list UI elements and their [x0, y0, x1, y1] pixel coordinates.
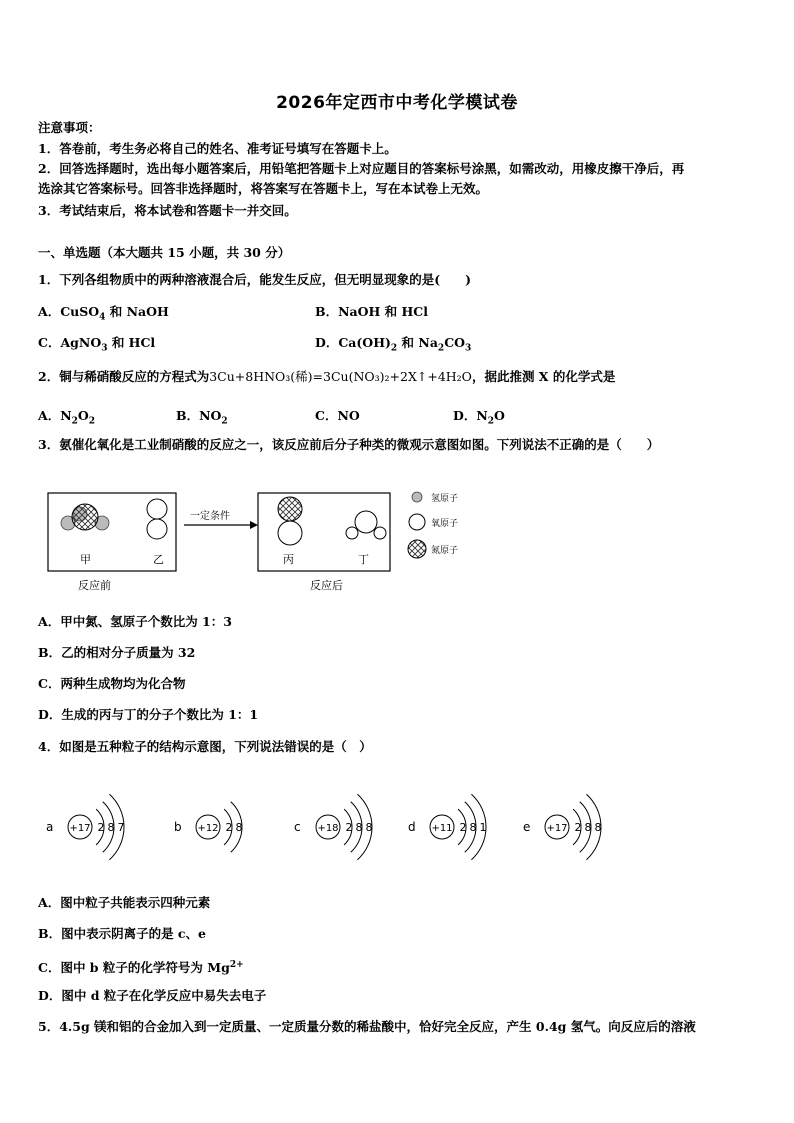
q4-option-b: B．图中表示阴离子的是 c、e [38, 926, 206, 941]
q1-option-c [38, 333, 155, 354]
notice-item-2-cont: 选涂其它答案标号。回答非选择题时，将答案写在答题卡上，写在本试卷上无效。 [38, 181, 489, 196]
q1-stem: 1．下列各组物质中的两种溶液混合后，能发生反应，但无明显现象的是( ) [38, 272, 472, 287]
notice-item-2: 2．回答选择题时，选出每小题答案后，用铅笔把答题卡上对应题目的答案标号涂黑，如需改动，用橡皮擦干净后，再 [38, 161, 685, 176]
q1-a-sub: 4 [99, 312, 106, 323]
label-before: 反应前 [78, 579, 111, 592]
atom-diagram-b [174, 802, 243, 853]
q2-option-a [38, 406, 95, 427]
nucleus-charge: +17 [546, 823, 568, 834]
q3-option-d: D．生成的丙与丁的分子个数比为 1：1 [38, 707, 259, 722]
q1-c-text2: 和 HCl [107, 335, 156, 350]
q2-a-text: A．N [38, 408, 72, 423]
q2-option-c: C．NO [315, 408, 360, 423]
nucleus-charge: +12 [197, 823, 219, 834]
notice-heading: 注意事项： [38, 120, 101, 135]
q3-option-a: A．甲中氮、氢原子个数比为 1：3 [38, 614, 232, 629]
q4-stem: 4．如图是五种粒子的结构示意图，下列说法错误的是（ ） [38, 739, 372, 754]
atom-diagram-e [523, 794, 602, 859]
atom-label: e [523, 820, 531, 834]
label-jia: 甲 [80, 553, 91, 566]
electron-count: 8 [107, 821, 115, 834]
q2-b-sub: 2 [221, 416, 228, 427]
electron-count: 7 [117, 821, 125, 834]
legend-h-icon [412, 492, 422, 502]
q4-option-a: A．图中粒子共能表示四种元素 [38, 895, 211, 910]
q2-d-sub: 2 [487, 416, 495, 427]
q4-option-d: D．图中 d 粒子在化学反应中易失去电子 [38, 988, 267, 1003]
electron-count: 2 [459, 821, 467, 834]
q3-molecule-diagram [40, 485, 490, 595]
electron-count: 2 [574, 821, 582, 834]
q4-c-sup: 2+ [229, 960, 244, 970]
q4-c-text: C．图中 b 粒子的化学符号为 Mg [38, 960, 230, 976]
atom-diagram-a [46, 794, 125, 859]
page-title: 2026年定西市中考化学模试卷 [276, 93, 518, 113]
atom-label: b [174, 820, 182, 834]
atom-label: a [46, 820, 54, 834]
legend-n-icon [408, 540, 426, 558]
q1-d-sub3: 3 [465, 343, 472, 354]
atom-diagram-c [294, 794, 373, 859]
legend-n: 氮原子 [431, 546, 459, 556]
nucleus-charge: +17 [69, 823, 91, 834]
q4-option-c [38, 957, 244, 976]
molecule-jia [61, 504, 109, 530]
legend-o: 氧原子 [431, 519, 459, 529]
q1-d-sub2: 2 [437, 343, 445, 354]
electron-count: 8 [584, 821, 592, 834]
q1-d-text2: 和 Na [397, 335, 438, 350]
q1-option-b: B．NaOH 和 HCl [315, 304, 429, 319]
label-after: 反应后 [310, 579, 343, 592]
atom-label: d [408, 820, 416, 834]
q3-option-c: C．两种生成物均为化合物 [38, 676, 186, 691]
q1-c-text: C．AgNO [38, 335, 102, 350]
electron-count: 2 [97, 821, 105, 834]
molecule-bing [278, 497, 302, 545]
q2-equation: 3Cu+8HNO₃(稀)=3Cu(NO₃)₂+2X↑+4H₂O [209, 369, 472, 384]
notice-item-1: 1．答卷前，考生务必将自己的姓名、准考证号填写在答题卡上。 [38, 141, 397, 156]
q1-a-text: A．CuSO [38, 304, 100, 319]
q2-stem [38, 369, 615, 385]
q2-d-text2: O [494, 408, 505, 423]
q4-atom-diagrams [40, 775, 620, 875]
electron-count: 8 [235, 821, 243, 834]
legend-o-icon [409, 514, 425, 530]
q2-a-sub: 2 [71, 416, 78, 427]
q1-a-text2: 和 NaOH [105, 304, 169, 319]
q3-option-b: B．乙的相对分子质量为 32 [38, 645, 196, 660]
atom-diagram-d [408, 794, 487, 859]
electron-count: 1 [479, 821, 487, 834]
q2-d-text: D．N [453, 408, 488, 423]
q2-option-b [176, 406, 228, 427]
notice-item-3: 3．考试结束后，将本试卷和答题卡一并交回。 [38, 203, 297, 218]
section-heading: 一、单选题（本大题共 15 小题，共 30 分） [38, 245, 291, 260]
legend-h: 氢原子 [431, 494, 459, 504]
electron-count: 2 [225, 821, 233, 834]
electron-count: 8 [355, 821, 363, 834]
q1-d-text: D．Ca(OH) [315, 335, 391, 350]
atom-label: c [294, 820, 301, 834]
molecule-ding [346, 511, 386, 539]
molecule-yi [147, 499, 167, 539]
q1-option-a [38, 302, 169, 323]
electron-count: 8 [365, 821, 373, 834]
label-condition: 一定条件 [190, 511, 230, 522]
label-bing: 丙 [283, 553, 294, 566]
q1-option-d [315, 333, 471, 354]
q2-b-text: B．NO [176, 408, 222, 423]
electron-count: 8 [594, 821, 602, 834]
q1-d-text3: CO [444, 335, 466, 350]
electron-count: 2 [345, 821, 353, 834]
q2-stem-post: ，据此推测 X 的化学式是 [471, 369, 616, 384]
q3-stem: 3．氨催化氧化是工业制硝酸的反应之一，该反应前后分子种类的微观示意图如图。下列说法不正确的是（ ） [38, 437, 660, 452]
nucleus-charge: +11 [431, 823, 453, 834]
q2-option-d [453, 406, 505, 427]
q1-d-sub: 2 [390, 343, 398, 354]
q5-stem: 5．4.5g 镁和铝的合金加入到一定质量、一定质量分数的稀盐酸中，恰好完全反应，产生 0.4g 氢气。向反应后的溶液 [38, 1019, 696, 1034]
q2-stem-pre: 2．铜与稀硝酸反应的方程式为 [38, 369, 210, 384]
reaction-arrow-head [250, 521, 258, 529]
electron-count: 8 [469, 821, 477, 834]
q2-a-sub2: 2 [88, 416, 96, 427]
label-yi: 乙 [153, 553, 164, 566]
q1-c-sub: 3 [101, 343, 108, 354]
label-ding: 丁 [358, 553, 369, 566]
q2-a-text2: O [77, 408, 89, 423]
nucleus-charge: +18 [317, 823, 339, 834]
